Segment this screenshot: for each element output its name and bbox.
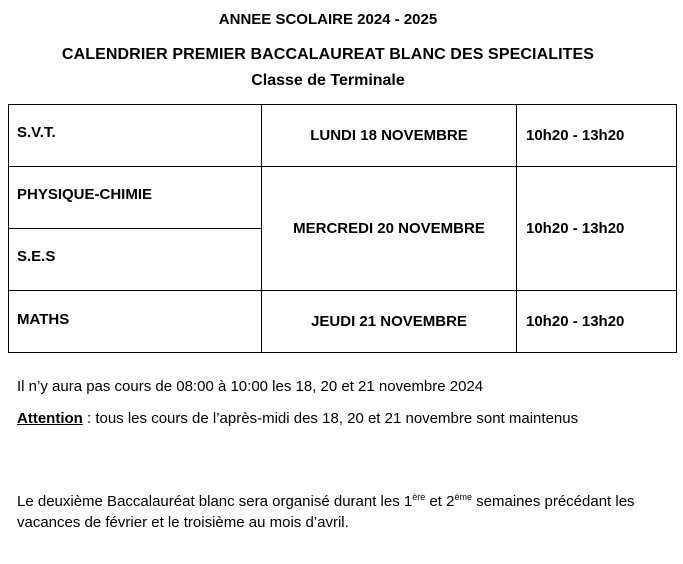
class-title: Classe de Terminale	[251, 72, 405, 89]
day-cell: LUNDI 18 NOVEMBRE	[262, 105, 517, 167]
attention-notice	[17, 408, 637, 429]
subject-cell: MATHS	[9, 291, 262, 353]
time-cell: 10h20 - 13h20	[517, 105, 677, 167]
time-cell: 10h20 - 13h20	[517, 167, 677, 291]
superscript-first: ère	[412, 492, 426, 502]
calendar-title: CALENDRIER PREMIER BACCALAUREAT BLANC DES SPECIALITES	[61, 46, 595, 63]
and-word: et 2	[425, 493, 455, 510]
subject-cell: S.V.T.	[9, 105, 262, 167]
subject-cell: S.E.S	[9, 229, 262, 291]
second-bac-text-start: Le deuxième Baccalauréat blanc sera organisé durant les 1	[17, 493, 413, 510]
day-cell: JEUDI 21 NOVEMBRE	[262, 291, 517, 353]
second-bac-notice	[17, 491, 637, 533]
attention-text: : tous les cours de l’après-midi des 18, 20 et 21 novembre sont maintenus	[82, 410, 579, 427]
time-cell: 10h20 - 13h20	[517, 291, 677, 353]
school-year-title: ANNEE SCOLAIRE 2024 - 2025	[218, 11, 438, 28]
table-row	[9, 105, 677, 167]
second-bac-text-end: semaines précédant les vacances de février et le troisième au mois d’avril.	[17, 493, 635, 531]
no-classes-notice: Il n’y aura pas cours de 08:00 à 10:00 les 18, 20 et 21 novembre 2024	[17, 378, 484, 395]
day-cell: MERCREDI 20 NOVEMBRE	[262, 167, 517, 291]
table-row	[9, 291, 677, 353]
table-row	[9, 167, 677, 229]
exam-schedule-table	[8, 104, 677, 353]
superscript-second: ème	[454, 492, 472, 502]
attention-label: Attention	[17, 410, 83, 427]
subject-cell: PHYSIQUE-CHIMIE	[9, 167, 262, 229]
